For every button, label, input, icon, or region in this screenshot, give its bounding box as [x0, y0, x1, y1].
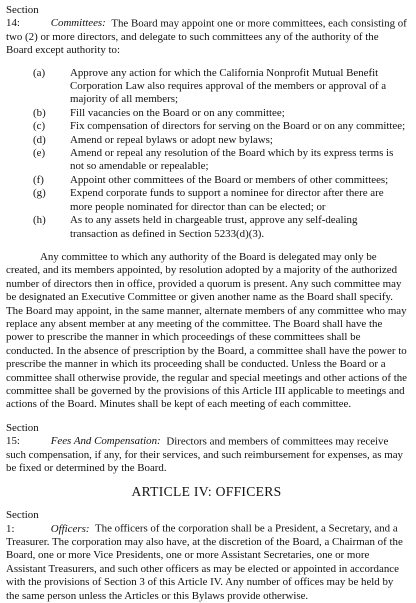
section-1-title: Officers:	[50, 522, 90, 535]
list-item	[6, 147, 407, 174]
list-item	[6, 107, 407, 120]
list-item-text: Appoint other committees of the Board or members of other committees;	[70, 173, 389, 186]
section-14-intro-text: The Board may appoint one or more committees, each consisting of two (2) or more directors, and delegate to such committees any of the authority of the Board except authority to:	[6, 17, 407, 57]
section-15	[6, 422, 407, 476]
list-item-text: Fill vacancies on the Board or on any committee;	[70, 106, 285, 119]
list-item-marker: (d)	[33, 133, 46, 146]
list-item-text: Expend corporate funds to support a nominee for director after there are more people nominated for director than can be elected; or	[70, 187, 384, 213]
list-item-text: Fix compensation of directors for serving on the Board or on any committee;	[70, 120, 406, 133]
section-15-number: Section 15:	[6, 421, 39, 448]
list-item-marker: (a)	[33, 66, 46, 79]
section-15-title: Fees And Compensation:	[50, 435, 161, 448]
section-14-intro	[6, 4, 407, 58]
list-item-marker: (h)	[33, 214, 46, 227]
section-1-body: The officers of the corporation shall be a President, a Secretary, and a Treasurer. The corporation may also have, at the discretion of the Board, a Chairman of the Board, one or more Vice Presidents, one or more Assistant Secretaries, one or more Assistant Treasurers, and such other officers as may be elected or appointed in accordance with the provisions of Section 3 of this Article IV. Any number of offices may be held by the same person unless the Articles or this Bylaws provide otherwise.	[6, 522, 403, 602]
list-item	[6, 174, 407, 187]
list-item-marker: (b)	[33, 106, 46, 119]
list-item	[6, 187, 407, 214]
list-item	[6, 120, 407, 133]
list-item-text: Amend or repeal any resolution of the Board which by its express terms is not so amendable or repealable;	[70, 147, 394, 173]
committee-restrictions-list	[6, 67, 407, 241]
section-15-body: Directors and members of committees may receive such compensation, if any, for their services, and such reimbursement for expenses, as may be fixed or determined by the Board.	[6, 435, 403, 474]
list-item-marker: (g)	[33, 187, 46, 200]
list-item-text: Approve any action for which the California Nonprofit Mutual Benefit Corporation Law also requires approval of the members or approval of a majority of all members;	[70, 66, 387, 106]
list-item-marker: (f)	[33, 173, 44, 186]
list-item-text: Amend or repeal bylaws or adopt new bylaws;	[70, 133, 273, 146]
section-1-number: Section 1:	[6, 509, 39, 535]
list-item	[6, 134, 407, 147]
list-item	[6, 67, 407, 107]
section-14-title: Committees:	[50, 17, 106, 30]
section-14-paragraph: Any committee to which any authority of the Board is delegated may only be created, and its members appointed, by resolution adopted by a majority of the authorized number of directors then in office, provided a quorum is present. Any such committee may be designated an Executive Committee or given another name as the Board shall specify. The Board may appoint, in the same manner, alternate members of any committee who may replace any absent member at any meeting of the committee. The Board shall have the power to prescribe the manner in which proceedings of these committees shall be conducted. In the absence of prescription by the Board, a committee shall have the power to prescribe the manner in which its proceeding shall be conducted. Unless the Board or a committee shall otherwise provide, the regular and special meetings and other actions of the committee shall be governed by the provisions of this Article III applicable to meetings and actions of the Board. Minutes shall be kept of each meeting of each committee.	[6, 250, 408, 411]
list-item-marker: (e)	[33, 147, 46, 160]
section-1	[6, 509, 407, 603]
list-item	[6, 214, 407, 241]
list-item-text: As to any assets held in chargeable trust, approve any self-dealing transaction as defined in Section 5233(d)(3).	[70, 214, 358, 240]
section-14-number: Section 14:	[6, 4, 39, 30]
article-heading: ARTICLE IV: OFFICERS	[131, 484, 282, 500]
list-item-marker: (c)	[33, 120, 46, 133]
